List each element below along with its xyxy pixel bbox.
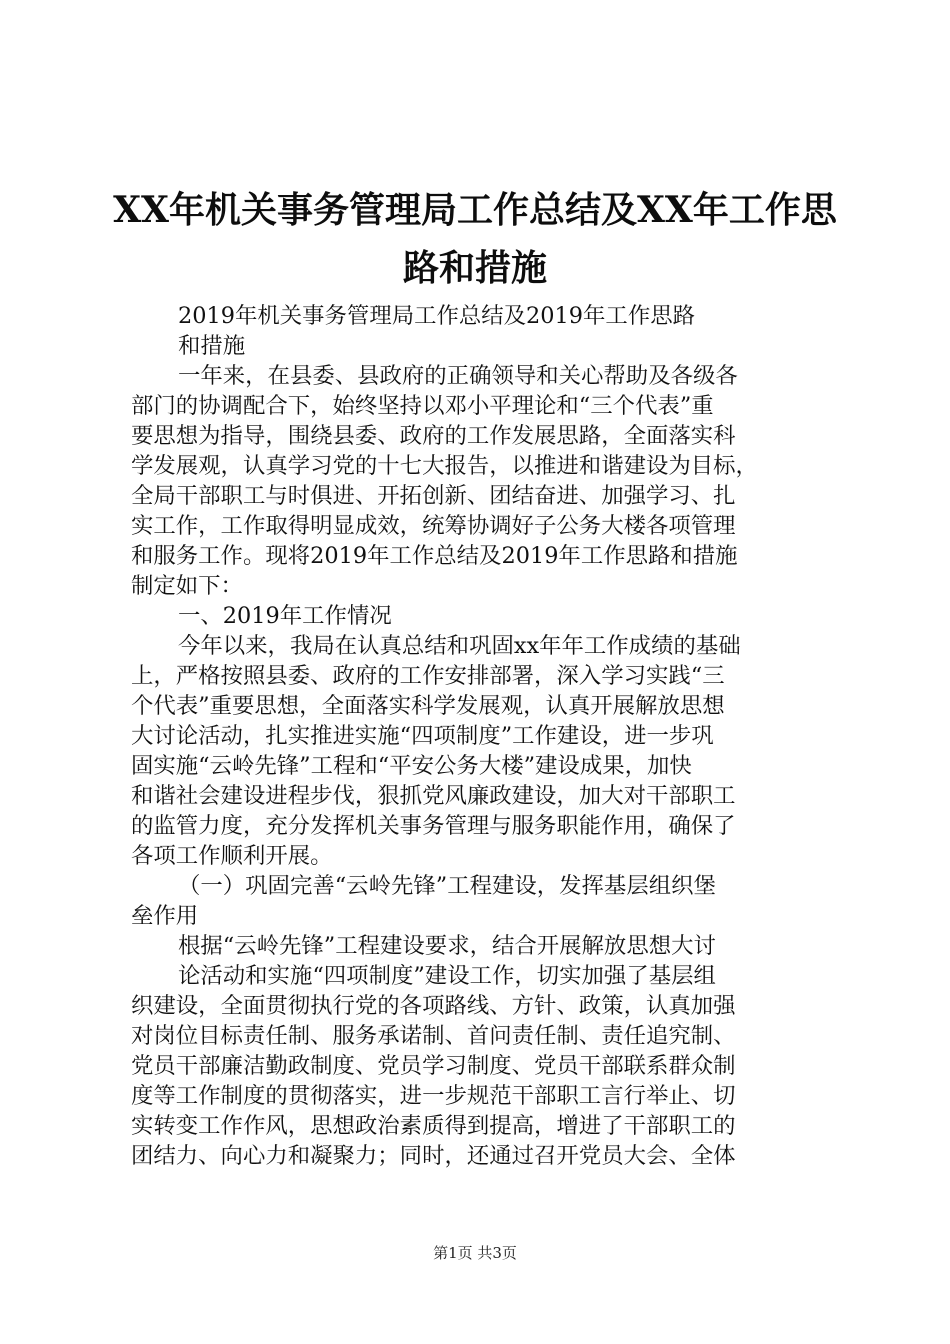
- body-line: 论活动和实施“四项制度”建设工作，切实加强了基层组: [178, 963, 716, 989]
- body-line: 和谐社会建设进程步伐，狠抓党风廉政建设，加大对干部职工: [131, 783, 736, 809]
- body-line: 各项工作顺利开展。: [131, 843, 333, 869]
- document-title-line-2: 路和措施: [402, 247, 547, 289]
- body-line: 固实施“云岭先锋”工程和“平安公务大楼”建设成果，加快: [131, 753, 692, 779]
- body-line: 制定如下：: [131, 573, 243, 599]
- body-line: 今年以来，我局在认真总结和巩固xx年年工作成绩的基础: [178, 633, 741, 659]
- body-line: 织建设，全面贯彻执行党的各项路线、方针、政策，认真加强: [131, 993, 736, 1019]
- body-line: 2019年机关事务管理局工作总结及2019年工作思路: [178, 303, 695, 329]
- body-line: 和措施: [178, 333, 246, 359]
- body-line: 要思想为指导，围绕县委、政府的工作发展思路，全面落实科: [131, 423, 736, 449]
- body-line: 个代表”重要思想，全面落实科学发展观，认真开展解放思想: [131, 693, 725, 719]
- page-footer: 第1页 共3页: [433, 1244, 517, 1262]
- body-line: 一年来，在县委、县政府的正确领导和关心帮助及各级各: [178, 363, 738, 389]
- body-line: （一）巩固完善“云岭先锋”工程建设，发挥基层组织堡: [178, 873, 716, 899]
- body-line: 实转变工作作风，思想政治素质得到提高，增进了干部职工的: [131, 1113, 736, 1139]
- body-line: 学发展观，认真学习党的十七大报告，以推进和谐建设为目标，: [131, 453, 758, 479]
- body-line: 党员干部廉洁勤政制度、党员学习制度、党员干部联系群众制: [131, 1053, 736, 1079]
- body-line: 大讨论活动，扎实推进实施“四项制度”工作建设，进一步巩: [131, 723, 714, 749]
- body-line: 根据“云岭先锋”工程建设要求，结合开展解放思想大讨: [178, 933, 716, 959]
- body-line: 部门的协调配合下，始终坚持以邓小平理论和“三个代表”重: [131, 393, 714, 419]
- body-line: 一、2019年工作情况: [178, 603, 392, 629]
- document-title-line-1: XX年机关事务管理局工作总结及XX年工作思: [113, 189, 837, 231]
- body-line: 团结力、向心力和凝聚力；同时，还通过召开党员大会、全体: [131, 1143, 736, 1169]
- body-line: 全局干部职工与时俱进、开拓创新、团结奋进、加强学习、扎: [131, 483, 736, 509]
- body-line: 垒作用: [131, 903, 199, 929]
- body-line: 上，严格按照县委、政府的工作安排部署，深入学习实践“三: [131, 663, 725, 689]
- body-line: 对岗位目标责任制、服务承诺制、首问责任制、责任追究制、: [131, 1023, 736, 1049]
- body-line: 实工作，工作取得明显成效，统筹协调好子公务大楼各项管理: [131, 513, 736, 539]
- body-line: 和服务工作。现将2019年工作总结及2019年工作思路和措施: [131, 543, 738, 569]
- body-line: 度等工作制度的贯彻落实，进一步规范干部职工言行举止、切: [131, 1083, 736, 1109]
- body-line: 的监管力度，充分发挥机关事务管理与服务职能作用，确保了: [131, 813, 736, 839]
